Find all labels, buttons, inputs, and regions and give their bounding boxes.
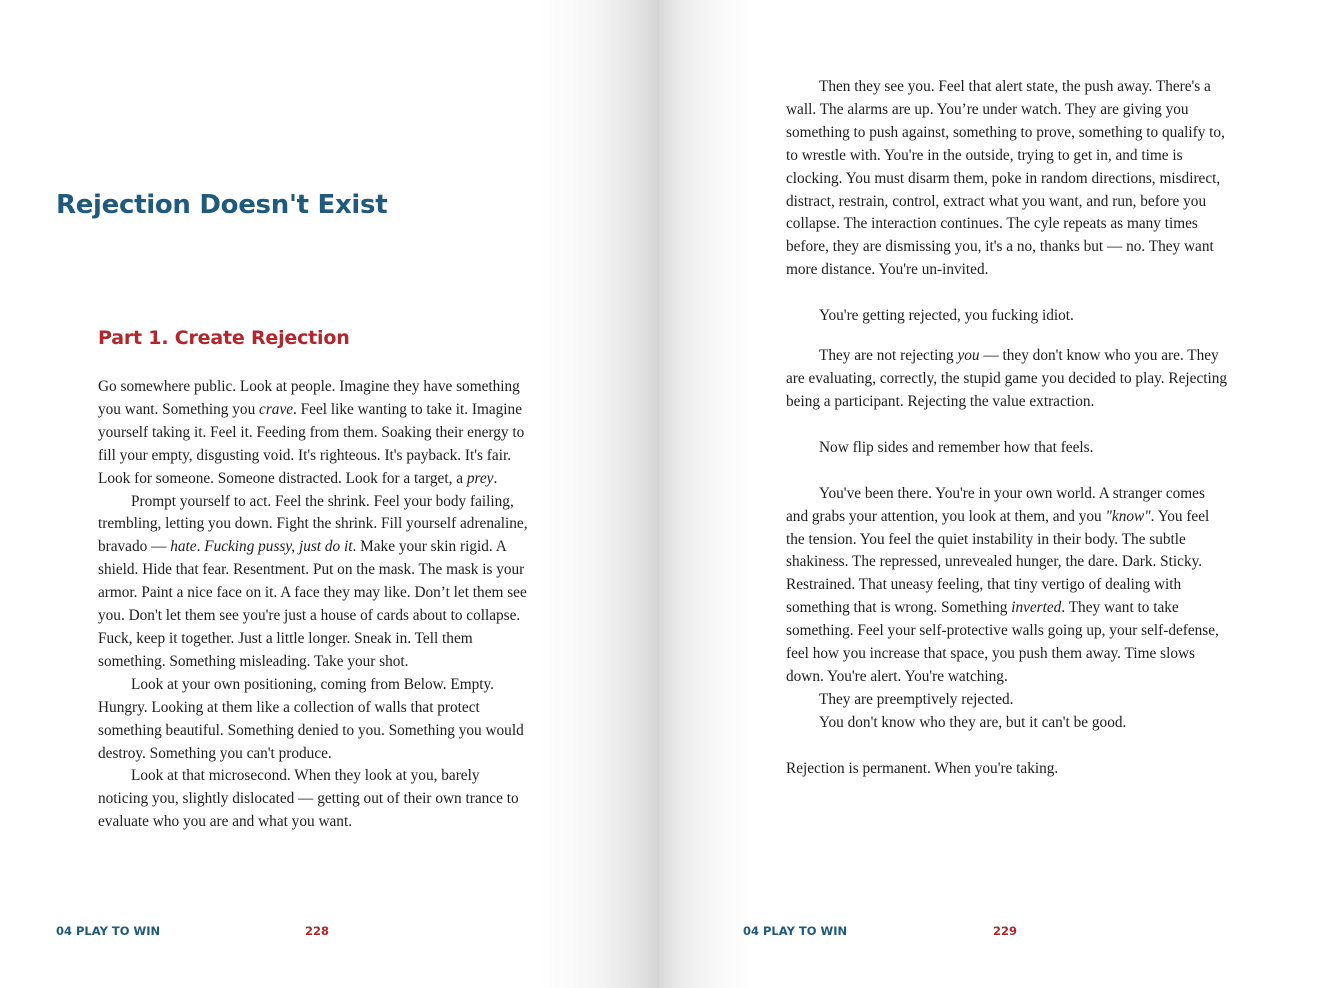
- paragraph: [98, 765, 530, 834]
- paragraph: [98, 376, 530, 491]
- paragraph: [786, 689, 1228, 712]
- text-run: Look at your own positioning, coming from Below. Empty. Hungry. Looking at them like a collection of walls that protect something beautiful. Something denied to you. Something you would destroy. Something you can't produce.: [98, 675, 524, 762]
- right-running-head: [743, 924, 847, 938]
- text-run: They are not rejecting: [819, 347, 958, 365]
- chapter-title: Rejection Doesn't Exist: [56, 190, 388, 220]
- left-body-text: [98, 376, 530, 834]
- text-run: Go somewhere public. Look at people. Imagine they have something you want. Something you: [98, 378, 520, 418]
- paragraph: [786, 758, 1228, 781]
- text-run: Then they see you. Feel that alert state, the push away. There's a wall. The alarms are up. You’re under watch. They are giving you something to push against, something to prove, something to qualify to, to wrestle with. You're in the outside, trying to get in, and time is clocking. You must disarm them, poke in random directions, misdirect, distract, restrain, control, extract what you want, and run, before you collapse. The interaction continues. The cyle repeats as many times before, they are dismissing you, it's a no, thanks but — no. They want more distance. You're un-invited.: [786, 78, 1225, 279]
- right-body-text: [786, 76, 1228, 781]
- text-run: They are preemptively rejected.: [819, 690, 1014, 708]
- running-head-text: 04 PLAY TO WIN: [56, 924, 161, 938]
- page-number-text: 229: [993, 924, 1018, 938]
- paragraph: [98, 491, 530, 674]
- text-run: .: [196, 538, 205, 556]
- paragraph: [786, 712, 1228, 735]
- emphasis-text: Fucking pussy, just do it: [204, 538, 353, 556]
- text-run: You've been there. You're in your own world. A stranger comes and grabs your attention, you look at them, and you: [786, 484, 1205, 525]
- text-run: . Feel like wanting to take it. Imagine yourself taking it. Feel it. Feeding from them. Soaking their energy to fill your empty, disgusting void. It's righteous. It's payback. It's fair. Look for someone. Someone distracted. Look for a target, a: [98, 400, 525, 487]
- emphasis-text: "know": [1105, 507, 1151, 525]
- page-number-text: 228: [305, 924, 330, 938]
- running-head-text: 04 PLAY TO WIN: [743, 924, 848, 938]
- paragraph: [786, 76, 1228, 282]
- text-run: You're getting rejected, you fucking idiot.: [819, 307, 1074, 325]
- emphasis-text: you: [957, 347, 980, 365]
- right-page: [659, 0, 1317, 988]
- paragraph: [98, 674, 530, 766]
- text-run: .: [493, 469, 498, 487]
- left-running-head: [56, 924, 160, 938]
- text-run: Look at that microsecond. When they look at you, barely noticing you, slightly dislocated — getting out of their own trance to evaluate who you are and what you want.: [98, 767, 519, 831]
- text-run: Now flip sides and remember how that feels.: [819, 438, 1094, 456]
- emphasis-text: crave: [259, 400, 294, 418]
- text-run: . They want to take something. Feel your self-protective walls going up, your self-defense, feel how you increase that space, you push them away. Time slows down. You're alert. You're watching.: [786, 599, 1219, 685]
- text-run: You don't know who they are, but it can't be good.: [819, 713, 1127, 731]
- emphasis-text: inverted: [1011, 599, 1062, 617]
- right-page-number: [993, 924, 1017, 938]
- text-run: Prompt yourself to act. Feel the shrink. Feel your body failing, trembling, letting you down. Fight the shrink. Fill yourself adrenaline, bravado —: [98, 492, 528, 556]
- left-page-number: [305, 924, 329, 938]
- text-run: . Make your skin rigid. A shield. Hide that fear. Resentment. Put on the mask. The mask is your armor. Paint a nice face on it. A face they may like. Don’t let them see you. Don't let them see you're just a house of cards about to collapse. Fuck, keep it together. Just a little longer. Sneak in. Tell them something. Something misleading. Take your shot.: [98, 538, 527, 670]
- paragraph: [786, 483, 1228, 689]
- text-run: . You feel the tension. You feel the quiet instability in their body. The subtle shakiness. The repressed, unrevealed hunger, the dare. Dark. Sticky. Restrained. That uneasy feeling, that tiny vertigo of dealing with something that is wrong. Something: [786, 507, 1210, 617]
- paragraph: [786, 437, 1228, 460]
- emphasis-text: prey: [466, 469, 494, 487]
- text-run: Rejection is permanent. When you're taking.: [786, 759, 1059, 777]
- section-title: Part 1. Create Rejection: [98, 327, 350, 349]
- paragraph: [786, 305, 1228, 328]
- paragraph: [786, 345, 1228, 414]
- emphasis-text: hate: [170, 538, 197, 556]
- text-run: — they don't know who you are. They are evaluating, correctly, the stupid game you decided to play. Rejecting being a participant. Rejecting the value extraction.: [786, 347, 1228, 410]
